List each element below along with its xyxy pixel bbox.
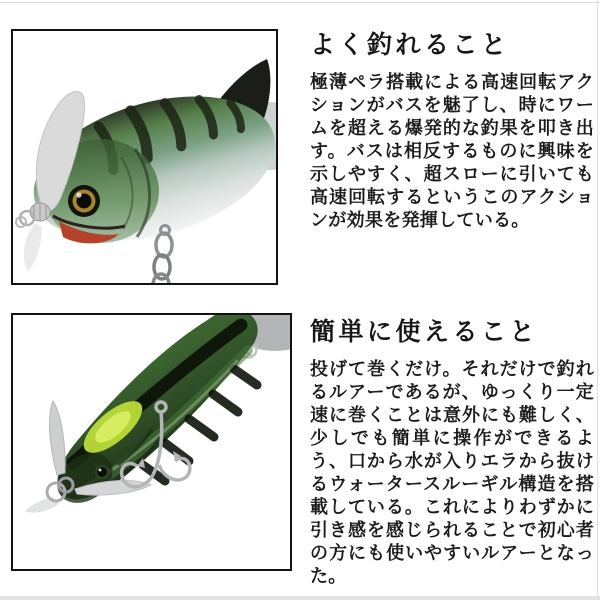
fish-eye bbox=[96, 466, 108, 478]
feature-body: 投げて巻くだけ。それだけで釣れるルアーであるが、ゆっくり一定速に巻くことは意外にも難しく、少しでも簡単に操作ができるよう、口から水が入りエラから抜けるウォータースルーギル構造を搭載している。これによりわずかに引き感を感じられることで初心者の方にも使いやすいルアーとなった。 bbox=[310, 359, 594, 586]
fish-eye bbox=[68, 185, 100, 217]
feature-heading: よく釣れること bbox=[310, 31, 510, 59]
feature-body: 極薄ペラ搭載による高速回転アクションがバスを魅了し、時にワームを超える爆発的な釣果を叩き出す。バスは相反するものに興味を示しやすく、超スローに引いても高速回転するというこのアクションが効果を発揮している。 bbox=[310, 72, 594, 230]
top-divider-line bbox=[0, 2, 600, 3]
feature-section-catches-fish bbox=[310, 30, 596, 232]
feature-heading: 簡単に使えること bbox=[310, 318, 539, 346]
right-edge-line bbox=[597, 0, 598, 600]
product-photo-frame-side-view bbox=[11, 29, 278, 285]
bottom-divider-bar bbox=[0, 596, 600, 600]
propeller-hub bbox=[16, 203, 50, 227]
feature-section-easy-to-use bbox=[310, 317, 596, 588]
lure-side-view-photo bbox=[13, 31, 276, 283]
lure-top-view-photo bbox=[13, 315, 290, 569]
product-photo-frame-top-view bbox=[11, 313, 292, 571]
